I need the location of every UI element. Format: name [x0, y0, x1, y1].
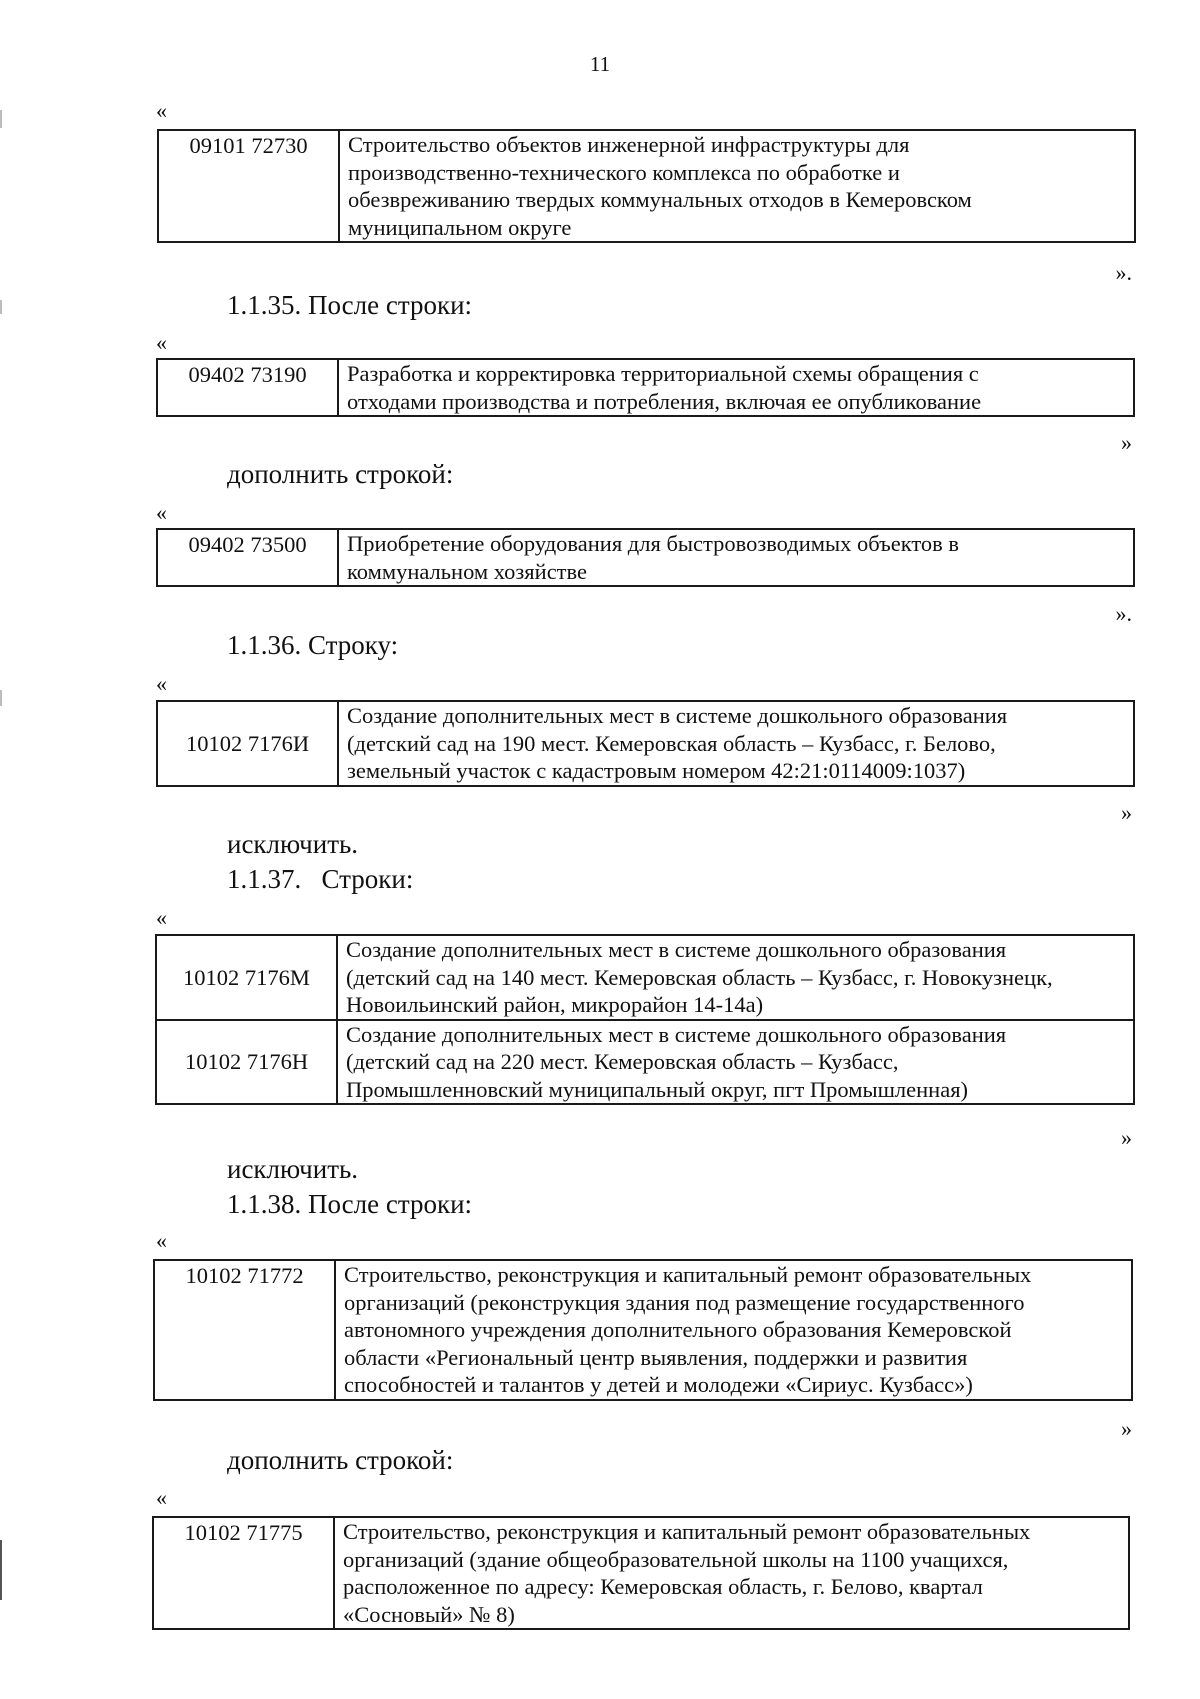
- scan-mark: [0, 110, 2, 128]
- budget-code: 09101 72730: [158, 130, 339, 242]
- opening-quote: «: [156, 905, 167, 930]
- table-row: [154, 1260, 1132, 1400]
- section-heading: дополнить строкой:: [227, 459, 454, 489]
- entry-description: [338, 359, 1134, 416]
- budget-code: 10102 7176М: [156, 935, 337, 1020]
- budget-code: 10102 71772: [154, 1260, 335, 1400]
- description-line: организаций (реконструкция здания под размещение государственного: [344, 1289, 1025, 1315]
- opening-quote: «: [156, 1228, 167, 1253]
- section-heading: 1.1.36. Строку:: [227, 630, 399, 660]
- opening-quote: «: [156, 671, 167, 696]
- section-heading: дополнить строкой:: [227, 1445, 454, 1475]
- description-line: организаций (здание общеобразовательной школы на 1100 учащихся,: [343, 1546, 1009, 1572]
- description-line: Новоильинский район, микрорайон 14-14а): [346, 992, 764, 1017]
- description-line: автономного учреждения дополнительного образования Кемеровской: [344, 1317, 1012, 1342]
- opening-quote: «: [156, 98, 167, 123]
- table-row: [158, 130, 1135, 242]
- description-line: Создание дополнительных мест в системе дошкольного образования: [346, 937, 1007, 962]
- scan-mark: [0, 300, 2, 314]
- budget-code: 09402 73190: [157, 359, 338, 416]
- opening-quote: «: [156, 330, 167, 355]
- description-line: производственно-технического комплекса по обработке и: [348, 159, 900, 185]
- closing-quote: »: [1121, 430, 1132, 455]
- description-line: расположенное по адресу: Кемеровская область, г. Белово, квартал: [343, 1574, 983, 1599]
- description-line: Разработка и корректировка территориальной схемы обращения с: [347, 361, 979, 386]
- description-line: отходами производства и потребления, включая ее опубликование: [347, 388, 982, 414]
- closing-quote: ».: [1115, 260, 1132, 285]
- table-row: [157, 359, 1134, 416]
- entry-description: [338, 529, 1134, 586]
- entry-table: [156, 528, 1135, 587]
- entry-description: [335, 1260, 1132, 1400]
- closing-quote: »: [1121, 1125, 1132, 1150]
- description-line: области «Региональный центр выявления, поддержки и развития: [344, 1344, 968, 1370]
- budget-code: 10102 71775: [153, 1517, 334, 1629]
- budget-code: 10102 7176Н: [156, 1020, 337, 1105]
- closing-quote: »: [1121, 800, 1132, 825]
- section-heading: 1.1.37. Строки:: [227, 864, 414, 894]
- description-line: Строительство, реконструкция и капитальный ремонт образовательных: [344, 1262, 1032, 1287]
- description-line: Строительство, реконструкция и капитальный ремонт образовательных: [343, 1519, 1031, 1544]
- table-row: [157, 529, 1134, 586]
- entry-description: [337, 1020, 1134, 1105]
- description-line: земельный участок с кадастровым номером 42:21:0114009:1037): [347, 758, 966, 783]
- description-line: Создание дополнительных мест в системе дошкольного образования: [347, 703, 1008, 728]
- entry-table: [157, 129, 1136, 243]
- page-number: 11: [589, 52, 611, 76]
- entry-table: [153, 1259, 1133, 1401]
- table-row: [156, 935, 1134, 1020]
- table-row: [157, 701, 1134, 786]
- description-line: (детский сад на 190 мест. Кемеровская область – Кузбасс, г. Белово,: [347, 730, 996, 756]
- entry-description: [334, 1517, 1129, 1629]
- description-line: способностей и талантов у детей и молодежи «Сириус. Кузбасс»): [344, 1372, 973, 1397]
- description-line: обезвреживанию твердых коммунальных отходов в Кемеровском: [348, 187, 972, 212]
- scan-mark: [0, 690, 2, 706]
- table-row: [153, 1517, 1129, 1629]
- section-heading: 1.1.35. После строки:: [227, 290, 473, 320]
- description-line: Строительство объектов инженерной инфраструктуры для: [348, 132, 910, 157]
- section-heading: исключить.: [227, 829, 359, 859]
- entry-table: [152, 1516, 1130, 1630]
- opening-quote: «: [156, 1485, 167, 1510]
- section-heading: 1.1.38. После строки:: [227, 1189, 473, 1219]
- scan-mark: [0, 1540, 2, 1600]
- description-line: Приобретение оборудования для быстровозводимых объектов в: [347, 531, 960, 556]
- entry-description: [338, 701, 1134, 786]
- budget-code: 09402 73500: [157, 529, 338, 586]
- closing-quote: »: [1121, 1416, 1132, 1441]
- entry-table: [155, 934, 1135, 1105]
- budget-code: 10102 7176И: [157, 701, 338, 786]
- section-heading: исключить.: [227, 1154, 359, 1184]
- description-line: «Сосновый» № 8): [343, 1601, 515, 1627]
- description-line: муниципальном округе: [348, 214, 572, 240]
- description-line: (детский сад на 140 мест. Кемеровская область – Кузбасс, г. Новокузнецк,: [346, 964, 1053, 990]
- description-line: Создание дополнительных мест в системе дошкольного образования: [346, 1021, 1007, 1047]
- entry-description: [339, 130, 1135, 242]
- description-line: (детский сад на 220 мест. Кемеровская область – Кузбасс,: [346, 1049, 899, 1074]
- closing-quote: ».: [1115, 601, 1132, 626]
- description-line: коммунальном хозяйстве: [347, 558, 587, 584]
- entry-table: [156, 700, 1135, 787]
- entry-description: [337, 935, 1134, 1020]
- entry-table: [156, 358, 1135, 417]
- table-row: [156, 1020, 1134, 1105]
- description-line: Промышленновский муниципальный округ, пгт Промышленная): [346, 1076, 969, 1102]
- opening-quote: «: [156, 500, 167, 525]
